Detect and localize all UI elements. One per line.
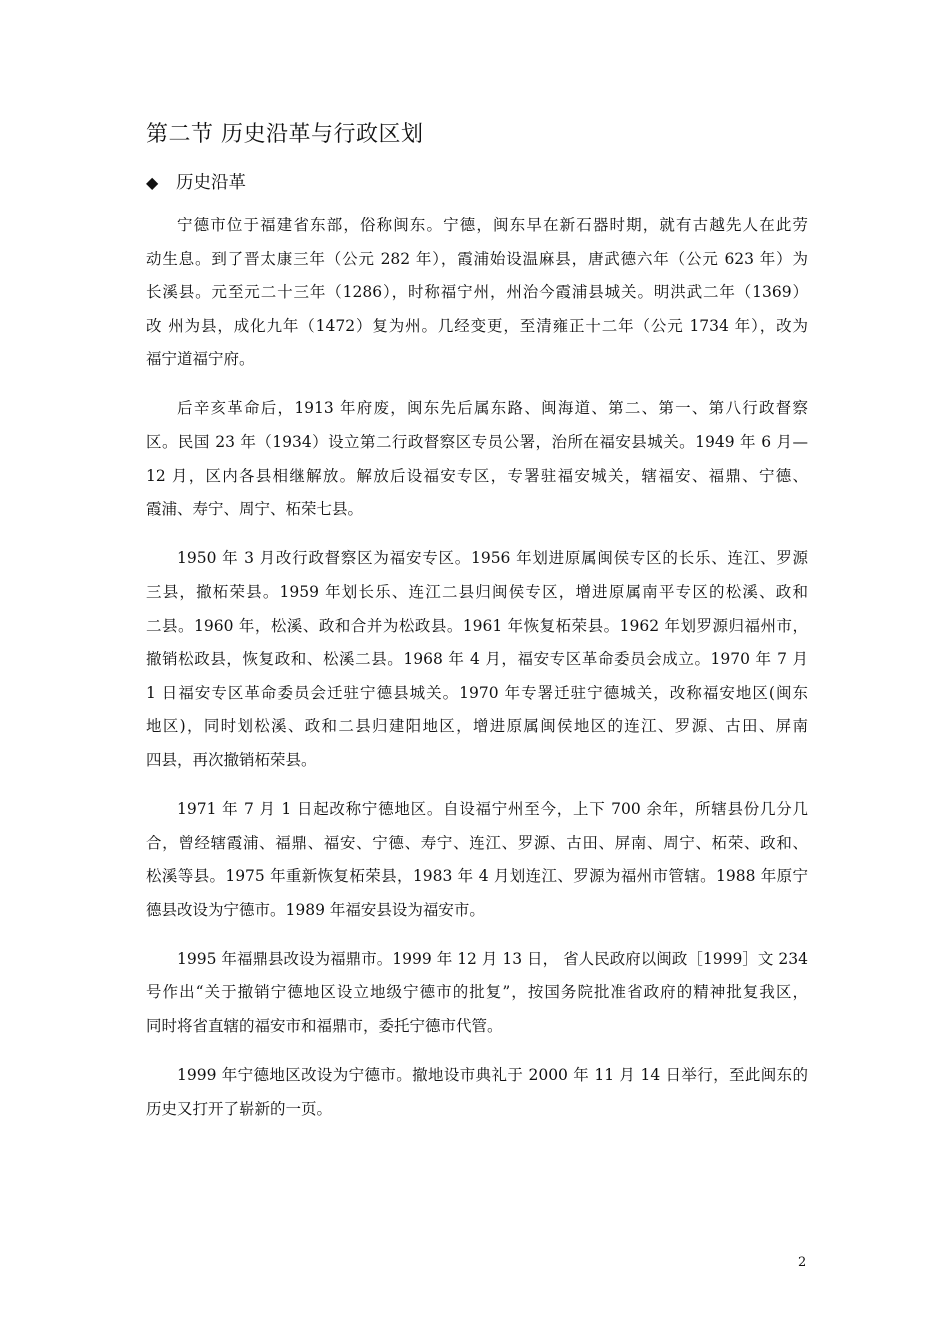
section-title: 第二节 历史沿革与行政区划 xyxy=(146,122,424,147)
paragraph-line: 福宁道福宁府。 xyxy=(146,350,255,369)
paragraph-line: 1995 年福鼎县改设为福鼎市。1999 年 12 月 13 日， 省人民政府以闽政［1999］文 234 xyxy=(177,949,808,968)
paragraph-line: 1971 年 7 月 1 日起改称宁德地区。自设福宁州至今，上下 700 余年，所辖县份几分几 xyxy=(177,800,808,818)
paragraph-line: 动生息。到了晋太康三年（公元 282 年），霞浦始设温麻县，唐武德六年（公元 623 年）为 xyxy=(146,249,808,268)
paragraph-line: 地区)，同时划松溪、政和二县归建阳地区，增进原属闽侯地区的连江、罗源、古田、屏南 xyxy=(146,717,808,736)
paragraph-line: 松溪等县。1975 年重新恢复柘荣县，1983 年 4 月划连江、罗源为福州市管辖。1988 年原宁 xyxy=(146,867,808,886)
paragraph-6 xyxy=(146,1059,808,1126)
paragraph-line: 长溪县。元至元二十三年（1286），时称福宁州，州治今霞浦县城关。明洪武二年（1369） xyxy=(146,283,808,302)
paragraph-line: 三县，撤柘荣县。1959 年划长乐、连江二县归闽侯专区，增进原属南平专区的松溪、政和 xyxy=(146,582,808,601)
paragraph-line: 霞浦、寿宁、周宁、柘荣七县。 xyxy=(146,500,364,519)
paragraph-line: 历史又打开了崭新的一页。 xyxy=(146,1099,333,1118)
paragraph-1 xyxy=(146,209,808,377)
paragraph-3 xyxy=(146,542,808,777)
page-number: 2 xyxy=(798,1255,807,1270)
paragraph-line: 12 月，区内各县相继解放。解放后设福安专区，专署驻福安城关，辖福安、福鼎、宁德、 xyxy=(146,466,808,485)
subheading-text: 历史沿革 xyxy=(176,173,246,193)
paragraph-line: 区。民国 23 年（1934）设立第二行政督察区专员公署，治所在福安县城关。1949 年 6 月— xyxy=(146,433,808,452)
diamond-bullet-icon: ◆ xyxy=(146,173,159,192)
paragraph-5 xyxy=(146,943,808,1044)
paragraph-line: 1999 年宁德地区改设为宁德市。撤地设市典礼于 2000 年 11 月 14 日举行，至此闽东的 xyxy=(177,1066,808,1085)
paragraph-line: 二县。1960 年，松溪、政和合并为松政县。1961 年恢复柘荣县。1962 年划罗源归福州市， xyxy=(146,616,808,635)
subheading xyxy=(146,170,246,196)
paragraph-2 xyxy=(146,392,808,526)
paragraph-line: 合，曾经辖霞浦、福鼎、福安、宁德、寿宁、连江、罗源、古田、屏南、周宁、柘荣、政和、 xyxy=(146,833,808,852)
body-text xyxy=(146,209,808,1142)
paragraph-4 xyxy=(146,793,808,927)
paragraph-line: 1 日福安专区革命委员会迁驻宁德县城关。1970 年专署迁驻宁德城关，改称福安地区(闽东 xyxy=(146,683,808,702)
paragraph-line: 四县，再次撤销柘荣县。 xyxy=(146,750,317,769)
paragraph-line: 1950 年 3 月改行政督察区为福安专区。1956 年划进原属闽侯专区的长乐、连江、罗源 xyxy=(177,549,808,568)
paragraph-line: 后辛亥革命后，1913 年府废，闽东先后属东路、闽海道、第二、第一、第八行政督察 xyxy=(177,399,808,418)
paragraph-line: 宁德市位于福建省东部，俗称闽东。宁德，闽东早在新石器时期，就有古越先人在此劳 xyxy=(177,216,808,234)
paragraph-line: 同时将省直辖的福安市和福鼎市，委托宁德市代管。 xyxy=(146,1017,503,1036)
paragraph-line: 德县改设为宁德市。1989 年福安县设为福安市。 xyxy=(146,900,485,919)
paragraph-line: 号作出“关于撤销宁德地区设立地级宁德市的批复”，按国务院批准省政府的精神批复我区， xyxy=(146,983,808,1002)
paragraph-line: 改 州为县，成化九年（1472）复为州。几经变更，至清雍正十二年（公元 1734 年），改为 xyxy=(146,316,808,335)
paragraph-line: 撤销松政县，恢复政和、松溪二县。1968 年 4 月，福安专区革命委员会成立。1970 年 7 月 xyxy=(146,650,808,669)
